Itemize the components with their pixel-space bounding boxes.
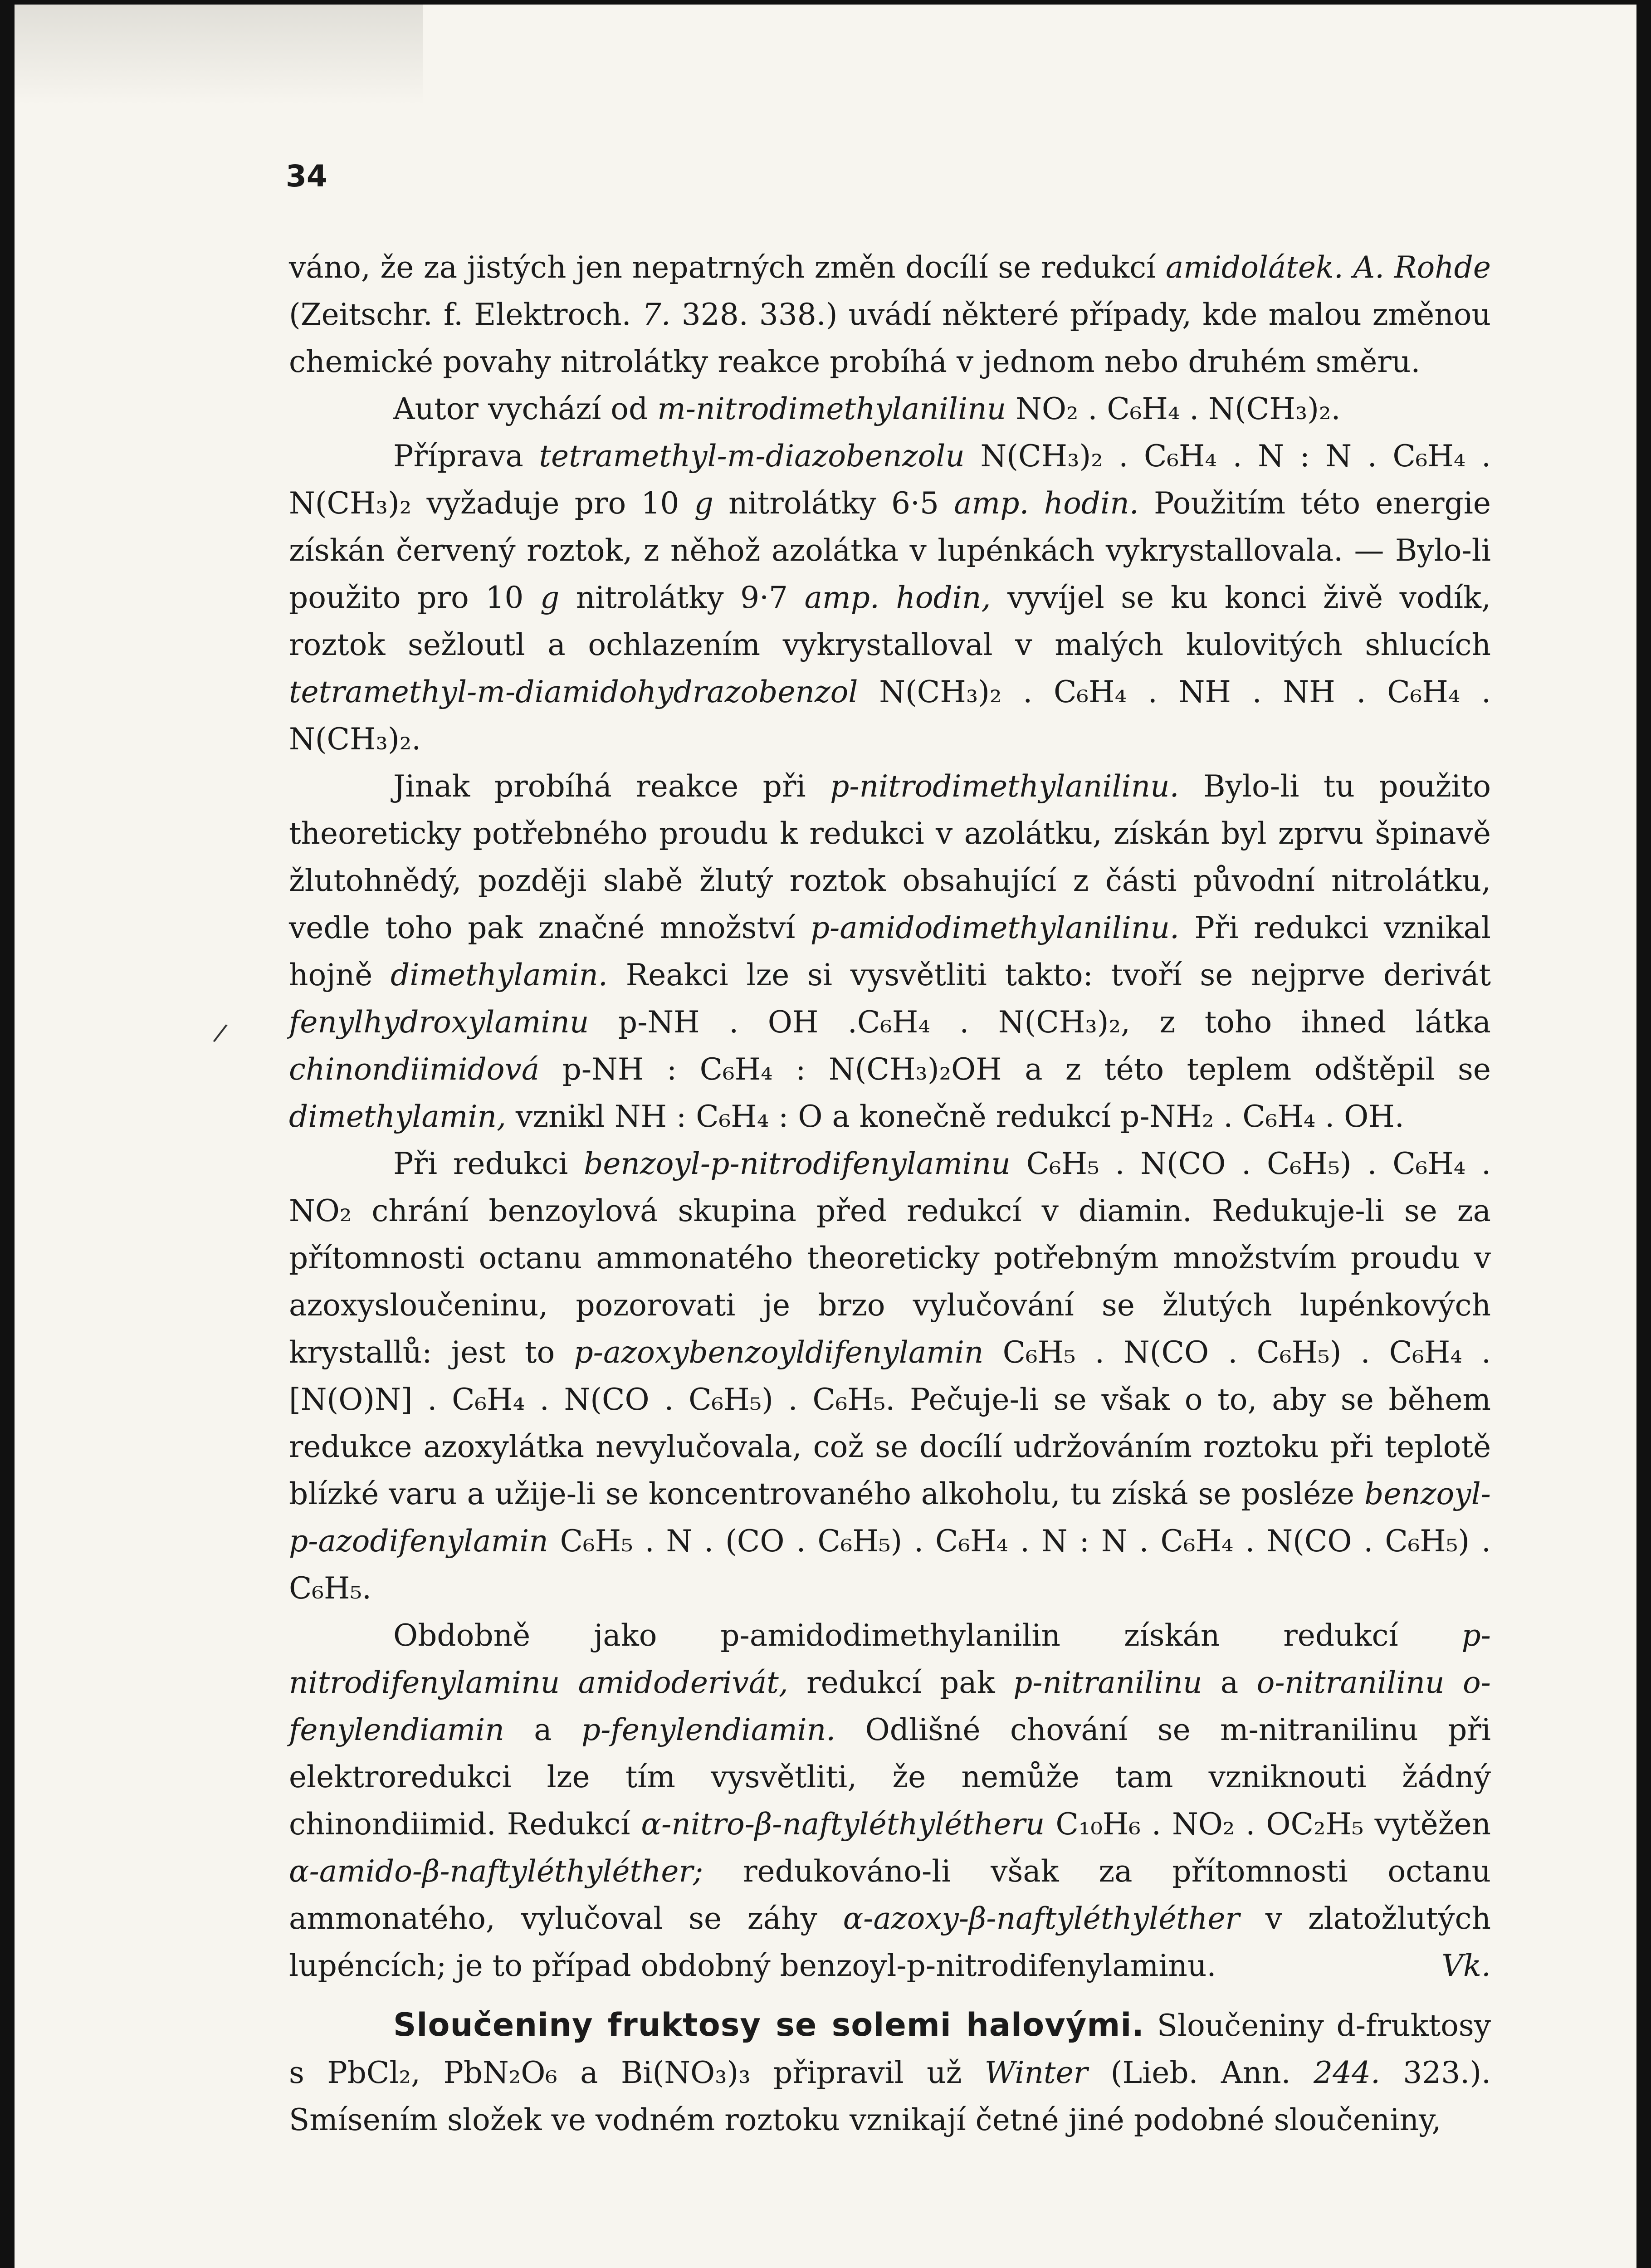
author-signature: Vk. — [1441, 1948, 1491, 1983]
paragraph-1: váno, že za jistých jen nepatrných změn docílí se redukcí amidolátek. A. Rohde (Zeitschr. f. Elektroch. 7. 328. 338.) uvádí některé případy, kde malou změnou chemické povahy nitrolátky reakce probíhá v jednom nebo druhém směru. — [289, 250, 1491, 379]
page-number: 34 — [286, 159, 327, 194]
document-page — [15, 5, 1636, 2268]
paragraph-2: Autor vychází od m-nitrodimethylanilinu NO₂ . C₆H₄ . N(CH₃)₂. — [393, 391, 1341, 426]
scan-shadow — [15, 5, 423, 104]
paragraph-4: Jinak probíhá reakce při p-nitrodimethylanilinu. Bylo-li tu použito theoreticky potřebného proudu k redukci v azolátku, získán byl zprvu špinavě žlutohnědý, později slabě žlutý roztok obsahující z části původní nitrolátku, vedle toho pak značné množství p-amidodimethylanilinu. Při redukci vznikal hojně dimethylamin. Reakci lze si vysvětliti takto: tvoří se nejprve derivát fenylhydroxylaminu p-NH . OH .C₆H₄ . N(CH₃)₂, z toho ihned látka chinondiimidová p-NH : C₆H₄ : N(CH₃)₂OH a z této teplem odštěpil se dimethylamin, vznikl NH : C₆H₄ : O a konečně redukcí p-NH₂ . C₆H₄ . OH. — [289, 769, 1491, 1134]
section-heading: Sloučeniny fruktosy se solemi halovými. — [393, 2006, 1144, 2043]
paragraph-3: Příprava tetramethyl-m-diazobenzolu N(CH₃)₂ . C₆H₄ . N : N . C₆H₄ . N(CH₃)₂ vyžaduje pro 10 g nitrolátky 6·5 amp. hodin. Použitím této energie získán červený roztok, z něhož azolátka v lupénkách vykrystallovala. — Bylo-li použito pro 10 g nitrolátky 9·7 amp. hodin, vyvíjel se ku konci živě vodík, roztok sežloutl a ochlazením vykrystalloval v malých kulovitých shlucích tetramethyl-m-diamidohydrazobenzol N(CH₃)₂ . C₆H₄ . NH . NH . C₆H₄ . N(CH₃)₂. — [289, 439, 1491, 757]
margin-mark: / — [211, 1017, 230, 1048]
paragraph-5: Při redukci benzoyl-p-nitrodifenylaminu C₆H₅ . N(CO . C₆H₅) . C₆H₄ . NO₂ chrání benzoylová skupina před redukcí v diamin. Redukuje-li se za přítomnosti octanu ammonatého theoreticky potřebným množstvím proudu v azoxysloučeninu, pozorovati je brzo vylučování se žlutých lupénkových krystallů: jest to p-azoxybenzoyldifenylamin C₆H₅ . N(CO . C₆H₅) . C₆H₄ . [N(O)N] . C₆H₄ . N(CO . C₆H₅) . C₆H₅. Pečuje-li se však o to, aby se během redukce azoxylátka nevylučovala, což se docílí udržováním roztoku při teplotě blízké varu a užije-li se koncentrovaného alkoholu, tu získá se posléze benzoyl-p-azodifenylamin C₆H₅ . N . (CO . C₆H₅) . C₆H₄ . N : N . C₆H₄ . N(CO . C₆H₅) . C₆H₅. — [289, 1146, 1491, 1606]
paragraph-7: Sloučeniny fruktosy se solemi halovými. Sloučeniny d-fruktosy s PbCl₂, PbN₂O₆ a Bi(NO₃)₃ připravil už Winter (Lieb. Ann. 244. 323.). Smísením složek ve vodném roztoku vznikají četné jiné podobné sloučeniny, — [289, 2006, 1491, 2137]
paragraph-6: Obdobně jako p-amidodimethylanilin získán redukcí p-nitrodifenylaminu amidoderivát, redukcí pak p-nitranilinu a o-nitranilinu o-fenylendiamin a p-fenylendiamin. Odlišné chování se m-nitranilinu při elektroredukci lze tím vysvětliti, že nemůže tam vzniknouti žádný chinondiimid. Redukcí α-nitro-β-naftyléthylétheru C₁₀H₆ . NO₂ . OC₂H₅ vytěžen α-amido-β-naftyléthyléther; redukováno-li však za přítomnosti octanu ammonatého, vylučoval se záhy α-azoxy-β-naftyléthyléther v zlatožlutých lupéncích; je to případ obdobný benzoyl-p-nitrodifenylaminu. — [289, 1618, 1491, 1983]
body-text — [289, 244, 1491, 2144]
